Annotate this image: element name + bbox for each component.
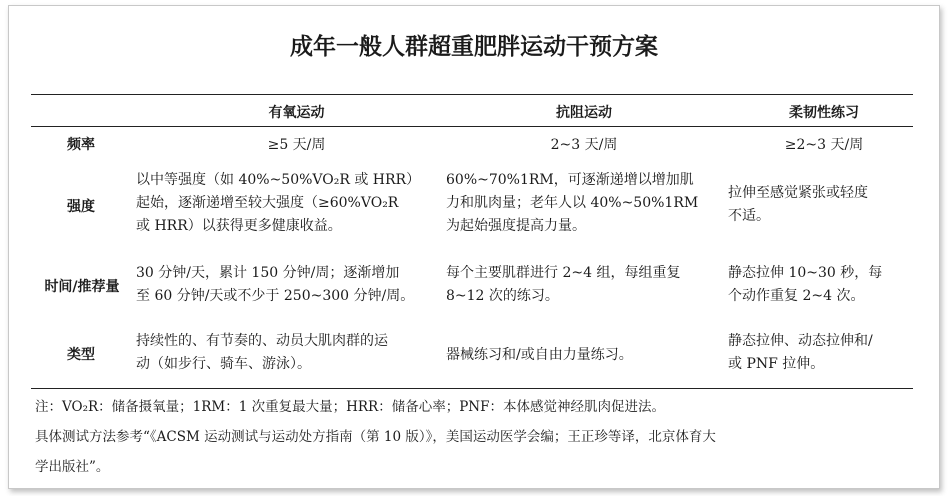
text-line: 为起始强度提高力量。 <box>446 218 586 234</box>
col-header-flexibility: 柔韧性练习 <box>789 105 859 121</box>
col-header-resistance: 抗阻运动 <box>556 105 612 121</box>
text-line: 60%~70%1RM，可逐渐递增以增加肌 <box>446 172 694 188</box>
cell-frequency-aerobic: ≥5 天/周 <box>267 137 326 153</box>
table-top-rule <box>31 94 913 95</box>
cell-duration-resistance <box>446 262 724 308</box>
text-line: 拉伸至感觉紧张或轻度 <box>728 185 868 201</box>
text-line: 静态拉伸 10~30 秒，每 <box>728 265 883 281</box>
document-frame <box>8 5 940 489</box>
text-line: 力和肌肉量；老年人以 40%~50%1RM <box>446 195 699 211</box>
text-line: 个动作重复 2~4 次。 <box>728 288 865 304</box>
page-title: 成年一般人群超重肥胖运动干预方案 <box>290 34 658 60</box>
text-line: 起始，逐渐递增至较大强度（≥60%VO₂R <box>136 195 399 211</box>
table-bottom-rule <box>31 388 913 389</box>
row-label-type: 类型 <box>67 347 95 363</box>
note-line-3: 学出版社”。 <box>35 459 110 475</box>
text-line: 每个主要肌群进行 2~4 组，每组重复 <box>446 265 681 281</box>
row-label-intensity: 强度 <box>67 199 95 215</box>
cell-duration-flexibility <box>728 262 918 308</box>
cell-intensity-resistance <box>446 169 724 238</box>
row-label-frequency: 频率 <box>67 137 95 153</box>
col-header-aerobic: 有氧运动 <box>268 105 325 121</box>
text-line: 以中等强度（如 40%~50%VO₂R 或 HRR） <box>136 172 421 188</box>
cell-duration-aerobic <box>136 262 446 308</box>
text-line: 不适。 <box>728 208 770 224</box>
text-line: 30 分钟/天，累计 150 分钟/周；逐渐增加 <box>136 265 400 281</box>
note-line-1: 注：VO₂R：储备摄氧量；1RM：1 次重复最大量；HRR：储备心率；PNF：本体感觉神经肌肉促进法。 <box>35 399 665 415</box>
table-header-rule <box>31 126 913 127</box>
text-line: 8~12 次的练习。 <box>446 288 559 304</box>
cell-intensity-aerobic <box>136 169 446 238</box>
text-line: 至 60 分钟/天或不少于 250~300 分钟/周。 <box>136 288 415 304</box>
text-line: 静态拉伸、动态拉伸和/ <box>728 333 873 349</box>
row-label-duration: 时间/推荐量 <box>44 279 120 295</box>
text-line: 动（如步行、骑车、游泳）。 <box>136 356 311 372</box>
cell-intensity-flexibility <box>728 182 918 228</box>
text-line: 或 HRR）以获得更多健康收益。 <box>136 218 342 234</box>
note-line-2: 具体测试方法参考“《ACSM 运动测试与运动处方指南（第 10 版）》，美国运动医学会编；王正珍等译，北京体育大 <box>35 429 716 445</box>
cell-type-resistance: 器械练习和/或自由力量练习。 <box>446 347 633 363</box>
cell-type-aerobic <box>136 330 446 376</box>
text-line: 或 PNF 拉伸。 <box>728 356 825 372</box>
cell-frequency-flexibility: ≥2~3 天/周 <box>784 137 864 153</box>
cell-frequency-resistance: 2~3 天/周 <box>550 137 618 153</box>
text-line: 持续性的、有节奏的、动员大肌肉群的运 <box>136 333 388 349</box>
cell-type-flexibility <box>728 330 918 376</box>
